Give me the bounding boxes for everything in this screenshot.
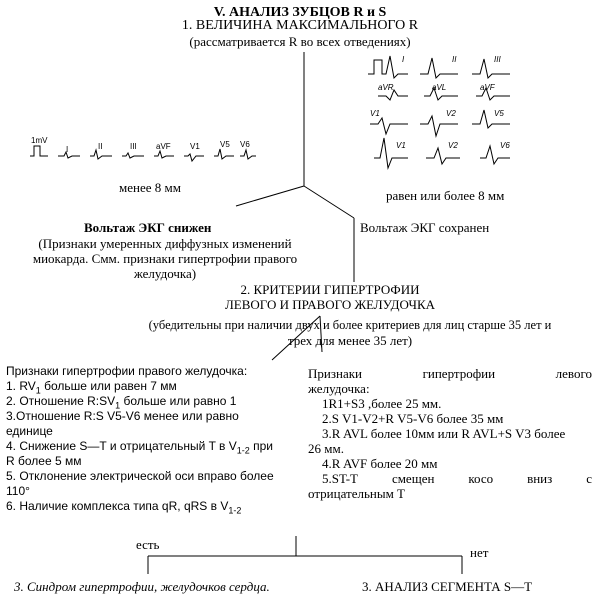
rvh-criterion-5b: 110° (6, 484, 30, 498)
branch-no-label: нет (470, 545, 489, 560)
lvh-criterion-5b: отрицательным Т (308, 486, 405, 501)
lvh-criterion-3b: 26 мм. (308, 441, 344, 456)
ecg-lead-aVF (154, 151, 174, 158)
ecg-normal-voltage-panel (364, 52, 522, 180)
ecg-label-III: III (130, 142, 137, 151)
ecg-label-aVF: aVF (156, 142, 171, 151)
ecg-r2-label-2: aVL (432, 83, 447, 92)
ecg-r1-label-3: III (494, 55, 501, 64)
ecg-r4-label-3: V6 (500, 141, 510, 150)
ecg-label-V6: V6 (240, 140, 250, 149)
step1-note: (рассматривается R во всех отведениях) (189, 34, 411, 49)
ecg-label-II: II (98, 142, 103, 151)
ecg-label-V5: V5 (220, 140, 230, 149)
step2-title-line1: 2. КРИТЕРИИ ГИПЕРТРОФИИ (240, 282, 420, 297)
rvh-criterion-4b: R более 5 мм (6, 454, 82, 468)
ecg-lead-V6 (240, 150, 256, 159)
ecg-r2-label-3: aVF (480, 83, 495, 92)
low-voltage-line3: желудочка) (133, 266, 197, 281)
step2-title-line2: ЛЕВОГО И ПРАВОГО ЖЕЛУДОЧКА (224, 297, 436, 312)
ecg-row1-III (472, 59, 510, 78)
ecg-r2-label-1: aVR (378, 83, 394, 92)
left-ecg-caption: менее 8 мм (119, 180, 181, 195)
ecg-row3-V5 (472, 110, 510, 128)
ecg-label-I: I (66, 145, 69, 154)
step2-note-line1: (убедительны при наличии двух и более критериев для лиц старше 35 лет и (148, 318, 552, 332)
lvh-c5-w4: вниз (527, 471, 553, 486)
normal-voltage-title: Вольтаж ЭКГ сохранен (360, 220, 490, 235)
lvh-title-row (308, 366, 592, 381)
ecg-r3-label-2: V2 (446, 109, 456, 118)
ecg-r4-label-1: V1 (396, 141, 406, 150)
ecg-lead-III (122, 153, 144, 158)
lvh-criterion-1: 1R1+S3 ,более 25 мм. (322, 396, 442, 411)
lvh-c5-w3: косо (468, 471, 494, 486)
rvh-criterion-2: 2. Отношение $R:SV_1$ больше или равно 1 (6, 394, 237, 411)
rvh-criterion-3b: единице (6, 424, 53, 438)
ecg-lead-II (90, 150, 112, 159)
low-voltage-line1: (Признаки умеренных диффузных изменений (38, 236, 292, 251)
lvh-title-w1: Признаки (308, 366, 362, 381)
ecg-r3-label-3: V5 (494, 109, 504, 118)
calibration-pulse (30, 146, 48, 156)
rvh-criterion-6: 6. Наличие комплекса типа qR, qRS в $V_{1-2}$ (6, 499, 242, 516)
lvh-title-w2: гипертрофии (422, 366, 496, 381)
ecg-label-V1: V1 (190, 142, 200, 151)
rvh-criterion-4: 4. Снижение S—T и отрицательный T в $V_{1-2}$ при (6, 439, 274, 456)
lvh-criterion-5-row (308, 471, 592, 486)
lvh-criterion-3a: 3.R AVL более 10мм или R AVL+S V3 более (322, 426, 566, 441)
result-st-segment-analysis: 3. АНАЛИЗ СЕГМЕНТА S—T (362, 579, 533, 594)
low-voltage-title: Вольтаж ЭКГ снижен (84, 220, 212, 235)
ecg-r4-label-2: V2 (448, 141, 458, 150)
ecg-lead-V5 (214, 149, 234, 159)
lvh-c5-w1: 5.ST-T (322, 471, 358, 486)
lvh-c5-w2: смещен (391, 471, 435, 486)
rvh-criterion-1: 1. $RV_1$ больше или равен 7 мм (6, 379, 177, 396)
lvh-criterion-4: 4.R AVF более 20 мм (322, 456, 438, 471)
ecg-r3-label-1: V1 (370, 109, 380, 118)
ecg-r1-label-2: II (452, 55, 457, 64)
branch-yes-label: есть (136, 537, 160, 552)
diagram-title: V. АНАЛИЗ ЗУБЦОВ R и S (213, 5, 387, 20)
connector-to-low-voltage (236, 186, 304, 206)
rvh-criterion-3a: 3.Отношение R:S V5-V6 менее или равно (6, 409, 239, 423)
ecg-low-voltage-strip (28, 128, 258, 166)
ecg-r1-label-1: I (402, 55, 405, 64)
step1-title: 1. ВЕЛИЧИНА МАКСИМАЛЬНОГО R (181, 18, 419, 33)
ecg-lead-I (58, 152, 80, 158)
ecg-row3-V2 (420, 116, 458, 136)
step2-note-line2: трех для менее 35 лет) (287, 333, 413, 348)
ecg-lead-V1 (184, 154, 204, 161)
ecg-row4-V2 (426, 148, 460, 164)
lvh-c5-w5: с (586, 471, 592, 486)
result-hypertrophy-syndrome: 3. Синдром гипертрофии, желудочков сердца. (14, 579, 270, 594)
lvh-criterion-2: 2.S V1-V2+R V5-V6 более 35 мм (322, 411, 504, 426)
ecg-label-1mv: 1mV (31, 136, 48, 145)
rvh-criteria-block (6, 364, 296, 514)
low-voltage-line2: миокарда. Смм. признаки гипертрофии правого (32, 251, 298, 266)
rvh-criterion-5a: 5. Отклонение электрической оси вправо более (6, 469, 274, 483)
lvh-criteria-block (308, 366, 592, 501)
connector-to-normal-voltage (304, 186, 354, 218)
lvh-title-w3: левого (555, 366, 592, 381)
lvh-title-b: желудочка: (308, 381, 370, 396)
right-ecg-caption: равен или более 8 мм (386, 188, 505, 203)
rvh-title: Признаки гипертрофии правого желудочка: (6, 364, 248, 378)
ecg-row3-V1 (370, 118, 408, 134)
